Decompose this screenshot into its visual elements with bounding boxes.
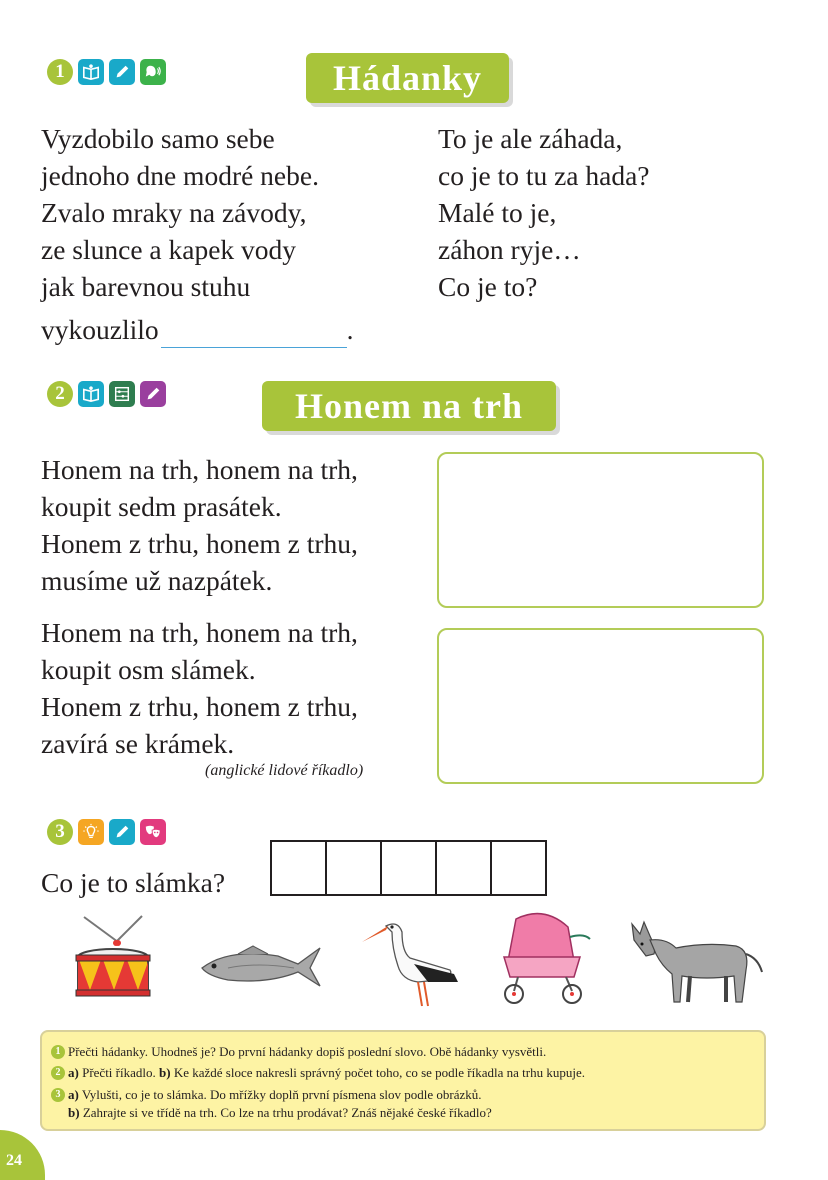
puzzle-question: Co je to slámka?	[41, 867, 226, 898]
rhyme-stanza-2	[41, 614, 358, 762]
rhyme-source: (anglické lidové říkadlo)	[205, 762, 364, 779]
book-icon	[78, 59, 104, 85]
rhyme-line: koupit sedm prasátek.	[41, 491, 282, 522]
pram-icon	[494, 907, 596, 1007]
instruction-part-label: a)	[68, 1065, 79, 1080]
instruction-number: 1	[51, 1045, 65, 1059]
riddle-right	[438, 120, 650, 305]
letter-grid	[270, 840, 547, 896]
pencil-icon	[140, 381, 166, 407]
stork-icon	[358, 912, 462, 1010]
instruction-3b	[68, 1103, 492, 1122]
page-number: 24	[0, 1130, 45, 1180]
masks-icon	[140, 819, 166, 845]
instruction-number: 3	[51, 1088, 65, 1102]
riddle-period: .	[346, 314, 354, 345]
exercise-1-icons	[78, 59, 166, 85]
donkey-icon	[626, 918, 766, 1006]
grid-cell[interactable]	[382, 842, 437, 894]
lightbulb-icon	[78, 819, 104, 845]
riddle-left	[41, 120, 319, 305]
rhyme-line: Honem z trhu, honem z trhu,	[41, 528, 358, 559]
rhyme-line: Honem na trh, honem na trh,	[41, 454, 358, 485]
exercise-3-icons	[78, 819, 166, 845]
instruction-text: Přečti říkadlo.	[78, 1065, 159, 1080]
riddle-line: jednoho dne modré nebe.	[41, 160, 319, 191]
pencil-icon	[109, 819, 135, 845]
riddle-line: záhon ryje…	[438, 234, 581, 265]
rhyme-stanza-1	[41, 451, 358, 599]
grid-cell[interactable]	[437, 842, 492, 894]
rhyme-line: koupit osm slámek.	[41, 654, 256, 685]
section-title-honem-na-trh: Honem na trh	[262, 381, 556, 431]
pencil-icon	[109, 59, 135, 85]
drum-icon	[70, 912, 156, 1002]
drawing-box-stanza-1[interactable]	[437, 452, 764, 608]
riddle-line: jak barevnou stuhu	[41, 271, 251, 302]
rhyme-line: musíme už nazpátek.	[41, 565, 273, 596]
abacus-icon	[109, 381, 135, 407]
riddle-line: co je to tu za hada?	[438, 160, 650, 191]
instruction-text: Přečti hádanky. Uhodneš je? Do první hádanky dopiš poslední slovo. Obě hádanky vysvětli.	[68, 1044, 547, 1059]
instruction-text: Vylušti, co je to slámka. Do mřížky doplň první písmena slov podle obrázků.	[78, 1087, 482, 1102]
instruction-part-label: a)	[68, 1087, 79, 1102]
rhyme-line: Honem na trh, honem na trh,	[41, 617, 358, 648]
instruction-text: Zahrajte si ve třídě na trh. Co lze na trhu prodávat? Znáš nějaké české říkadlo?	[79, 1105, 492, 1120]
grid-cell[interactable]	[327, 842, 382, 894]
exercise-2-icons	[78, 381, 166, 407]
riddle-line: To je ale záhada,	[438, 123, 623, 154]
section-title-hadanky: Hádanky	[306, 53, 509, 103]
exercise-number-3: 3	[47, 819, 73, 845]
riddle-line: Malé to je,	[438, 197, 557, 228]
book-icon	[78, 381, 104, 407]
rhyme-line: zavírá se krámek.	[41, 728, 235, 759]
riddle-answer-line[interactable]	[161, 321, 347, 348]
instruction-part-label: b)	[68, 1105, 80, 1120]
grid-cell[interactable]	[272, 842, 327, 894]
instruction-3a	[51, 1085, 482, 1104]
riddle-answer-row	[41, 311, 354, 348]
riddle-last-word: vykouzlilo	[41, 314, 159, 345]
riddle-line: Vyzdobilo samo sebe	[41, 123, 275, 154]
instruction-number: 2	[51, 1066, 65, 1080]
exercise-number-1: 1	[47, 59, 73, 85]
grid-cell[interactable]	[492, 842, 545, 894]
exercise-number-2: 2	[47, 381, 73, 407]
instruction-part-label: b)	[159, 1065, 171, 1080]
riddle-line: Zvalo mraky na závody,	[41, 197, 307, 228]
fish-icon	[198, 942, 324, 990]
riddle-line: Co je to?	[438, 271, 538, 302]
instructions-panel	[40, 1030, 766, 1131]
riddle-line: ze slunce a kapek vody	[41, 234, 297, 265]
drawing-box-stanza-2[interactable]	[437, 628, 764, 784]
instruction-text: Ke každé sloce nakresli správný počet toho, co se podle říkadla na trhu kupuje.	[170, 1065, 585, 1080]
instruction-1	[51, 1042, 546, 1061]
speech-icon	[140, 59, 166, 85]
rhyme-line: Honem z trhu, honem z trhu,	[41, 691, 358, 722]
instruction-2	[51, 1063, 585, 1082]
